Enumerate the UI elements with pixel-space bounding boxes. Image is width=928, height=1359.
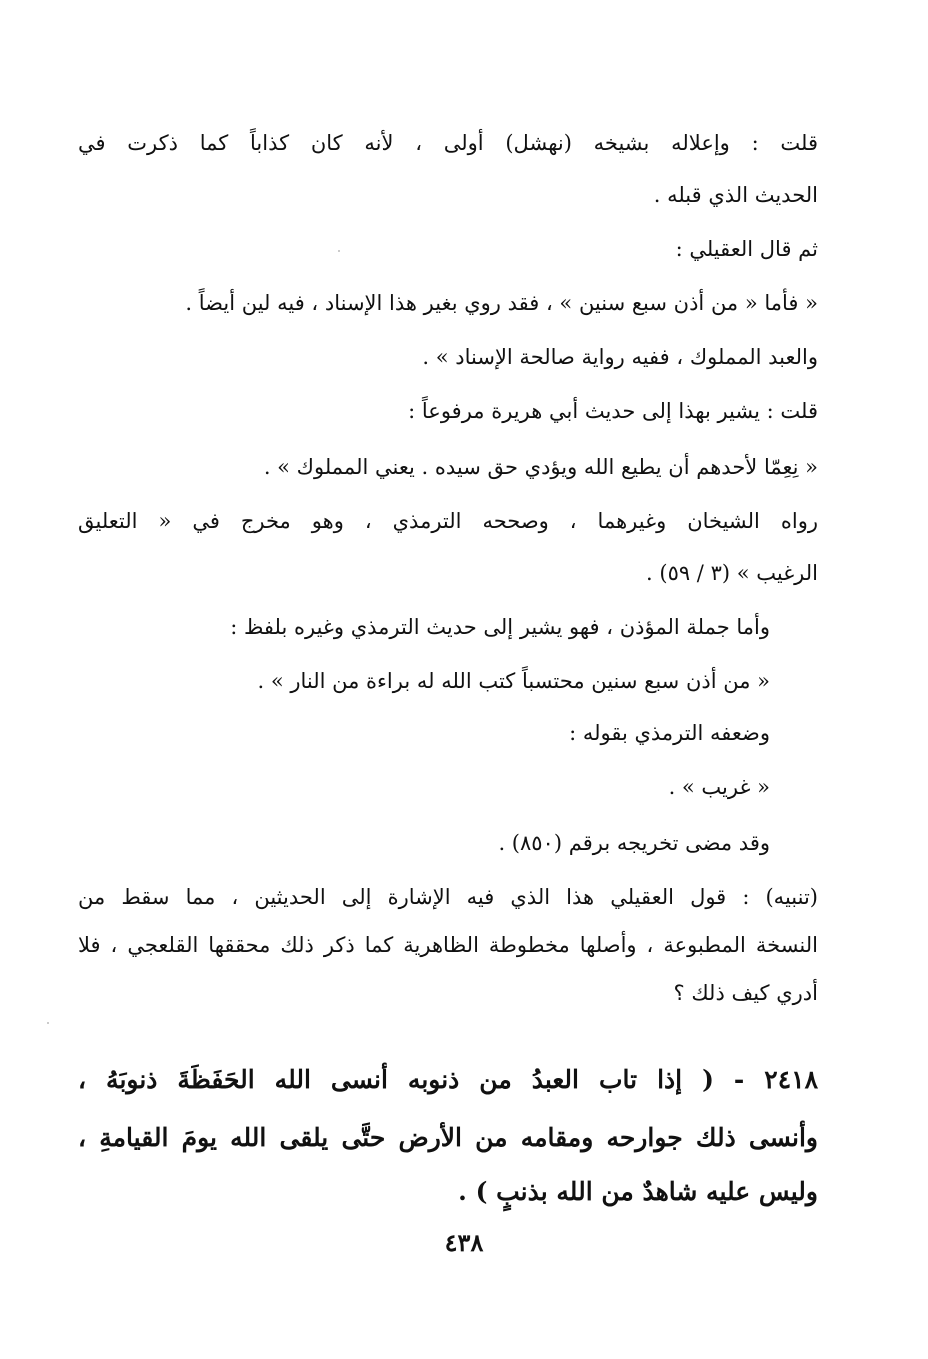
hadith-line-1: ٢٤١٨ - ( إذا تاب العبدُ من ذنوبه أنسى الله الحَفَظَةَ ذنوبَهُ ، (78, 1065, 818, 1094)
text-line-17: أدري كيف ذلك ؟ (673, 981, 818, 1005)
text-line-14: وقد مضى تخريجه برقم (٨٥٠) . (498, 831, 770, 855)
text-line-16: النسخة المطبوعة ، وأصلها مخطوطة الظاهرية كما ذكر ذلك محققها القلعجي ، فلا (78, 933, 818, 957)
text-line-7: « نِعِمّا لأحدهم أن يطيع الله ويؤدي حق سيده . يعني المملوك » . (263, 455, 818, 479)
scan-speck (338, 250, 340, 252)
text-line-13: « غريب » . (668, 775, 770, 799)
text-line-6: قلت : يشير بهذا إلى حديث أبي هريرة مرفوعاً : (408, 399, 818, 423)
text-line-3: ثم قال العقيلي : (675, 237, 818, 261)
text-line-12: وضعفه الترمذي بقوله : (569, 721, 770, 745)
text-line-15: (تنبيه) : قول العقيلي هذا الذي فيه الإشارة إلى الحديثين ، مما سقط من (78, 885, 818, 909)
text-line-4: « فأما « من أذن سبع سنين » ، فقد روي بغير هذا الإسناد ، فيه لين أيضاً . (185, 291, 818, 315)
text-line-8: رواه الشيخان وغيرهما ، وصححه الترمذي ، وهو مخرج في « التعليق (78, 509, 818, 533)
text-line-11: « من أذن سبع سنين محتسباً كتب الله له براءة من النار » . (257, 669, 770, 693)
text-line-2: الحديث الذي قبله . (653, 183, 818, 207)
page-number: ٤٣٨ (444, 1228, 484, 1257)
text-line-10: وأما جملة المؤذن ، فهو يشير إلى حديث الترمذي وغيره بلفظ : (230, 615, 770, 639)
hadith-line-3: وليس عليه شاهدٌ من الله بذنبٍ ) . (458, 1177, 818, 1206)
text-line-9: الرغيب » (٣ / ٥٩) . (646, 561, 818, 585)
text-line-1: قلت : وإعلاله بشيخه (نهشل) أولى ، لأنه كان كذاباً كما ذكرت في (78, 131, 818, 155)
scan-speck (47, 1022, 49, 1024)
text-line-5: والعبد المملوك ، ففيه رواية صالحة الإسناد » . (422, 345, 818, 369)
hadith-line-2: وأنسى ذلك جوارحه ومقامه من الأرض حتَّى يلقى الله يومَ القيامةِ ، (78, 1123, 818, 1152)
